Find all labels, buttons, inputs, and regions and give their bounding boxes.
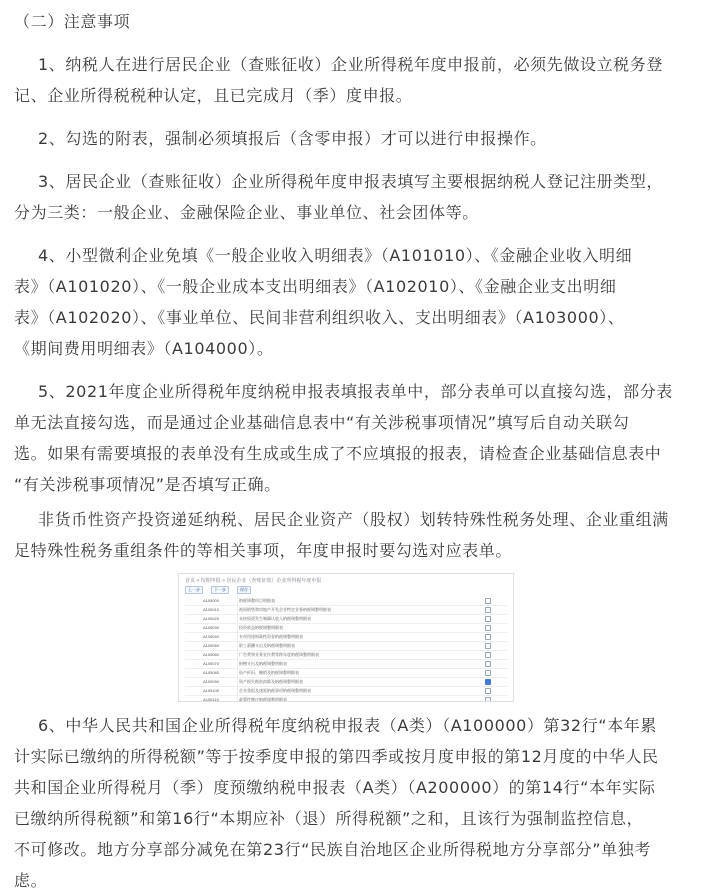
form-checkbox[interactable]: [485, 697, 491, 702]
form-checkbox[interactable]: [485, 616, 491, 622]
next-button[interactable]: 下一步: [211, 586, 229, 594]
note-paragraph: 非货币性资产投资递延纳税、居民企业资产（股权）划转特殊性税务处理、企业重组满 足特殊性税务重组条件的等相关事项，年度申报时要勾选对应表单。: [14, 510, 669, 560]
form-checkbox[interactable]: [485, 598, 491, 604]
form-checkbox[interactable]: [485, 625, 491, 631]
form-name: 捐赠支出及纳税调整明细表: [239, 661, 287, 666]
form-checkbox[interactable]: [485, 607, 491, 613]
form-name: 资产损失税前扣除及纳税调整明细表: [239, 679, 303, 684]
form-code: A105110: [185, 695, 238, 702]
form-checkbox[interactable]: [485, 670, 491, 676]
item-4: 4、小型微利企业免填《一般企业收入明细表》（A101010）、《金融企业收入明细 表》（A101020）、《一般企业成本支出明细表》（A102010）、《金融企业支出明细 表》（A102020）、《事业单位、民间非营利组织收入、支出明细表》（A103000）、 《期间费用明细表》（A104000）。: [14, 246, 633, 358]
form-checkbox[interactable]: [485, 661, 491, 667]
toolbar: [185, 586, 507, 593]
form-code: A105040: [185, 632, 238, 641]
form-code: A105030: [185, 623, 238, 632]
form-checkbox[interactable]: [485, 679, 491, 685]
table-row: [185, 695, 507, 702]
form-name: 视同销售和房地产开发企业特定业务纳税调整明细表: [239, 607, 331, 612]
form-code: A105010: [185, 605, 238, 614]
form-name: 资产折旧、摊销及纳税调整明细表: [239, 670, 299, 675]
form-name: 职工薪酬支出及纳税调整明细表: [239, 643, 295, 648]
form-code: A105020: [185, 614, 238, 623]
form-code: A105100: [185, 686, 238, 695]
form-code: A105050: [185, 641, 238, 650]
save-button[interactable]: 保存: [237, 586, 251, 594]
form-code: A105000: [185, 596, 238, 605]
item-1: 1、纳税人在进行居民企业（查账征收）企业所得税年度申报前，必须先做设立税务登 记、企业所得税税种认定，且已完成月（季）度申报。: [14, 55, 663, 105]
item-6: 6、中华人民共和国企业所得税年度纳税申报表（A类）（A100000）第32行“本年累 计实际已缴纳的所得税额”等于按季度申报的第四季或按月度申报的第12月度的中华人民 共和国企业所得税月（季）度预缴纳税申报表（A类）（A200000）的第14行“本年实际 已缴纳所得税额”和第16行“本期应补（退）所得税额”之和，且该行为强制监控信息， 不可修改。地方分享部分减免在第23行“民族自治地区企业所得税地方分享部分”单独考 虑。: [14, 716, 659, 890]
form-name: 专项用途财政性资金纳税调整明细表: [239, 634, 303, 639]
item-3: 3、居民企业（查账征收）企业所得税年度申报表填写主要根据纳税人登记注册类型， 分为三类：一般企业、金融保险企业、事业单位、社会团体等。: [14, 172, 663, 222]
form-checkbox[interactable]: [485, 634, 491, 640]
form-code: A105090: [185, 677, 238, 686]
embedded-screenshot: [178, 573, 514, 702]
item-5: 5、2021年度企业所得税年度纳税申报表填报表单中，部分表单可以直接勾选，部分表 单无法直接勾选，而是通过企业基础信息表中“有关涉税事项情况”填写后自动关联勾 选。如果有需要填报的表单没有生成或生成了不应填报的报表，请检查企业基础信息表中 “有关涉税事项情况”是否填写正确。: [14, 382, 673, 494]
form-name: 政策性搬迁纳税调整明细表: [239, 697, 287, 702]
form-code: A105080: [185, 668, 238, 677]
item-2: 2、勾选的附表，强制必须填报后（含零申报）才可以进行申报操作。: [38, 129, 547, 148]
prev-button[interactable]: 上一步: [185, 586, 203, 594]
form-code: A105070: [185, 659, 238, 668]
form-name: 未按权责发生制确认收入纳税调整明细表: [239, 616, 311, 621]
form-name: 企业重组及递延纳税事项纳税调整明细表: [239, 688, 311, 693]
form-checkbox[interactable]: [485, 643, 491, 649]
form-checkbox[interactable]: [485, 652, 491, 658]
form-name: 纳税调整项目明细表: [239, 598, 275, 603]
breadcrumb: 首页 > 按期申报 > 居民企业（查账征收）企业所得税年度申报: [185, 578, 322, 584]
form-checkbox[interactable]: [485, 688, 491, 694]
form-name: 广告费和业务宣传费等跨年度纳税调整明细表: [239, 652, 319, 657]
section-title: （二）注意事项: [14, 12, 131, 31]
form-name: 投资收益纳税调整明细表: [239, 625, 283, 630]
form-code: A105060: [185, 650, 238, 659]
